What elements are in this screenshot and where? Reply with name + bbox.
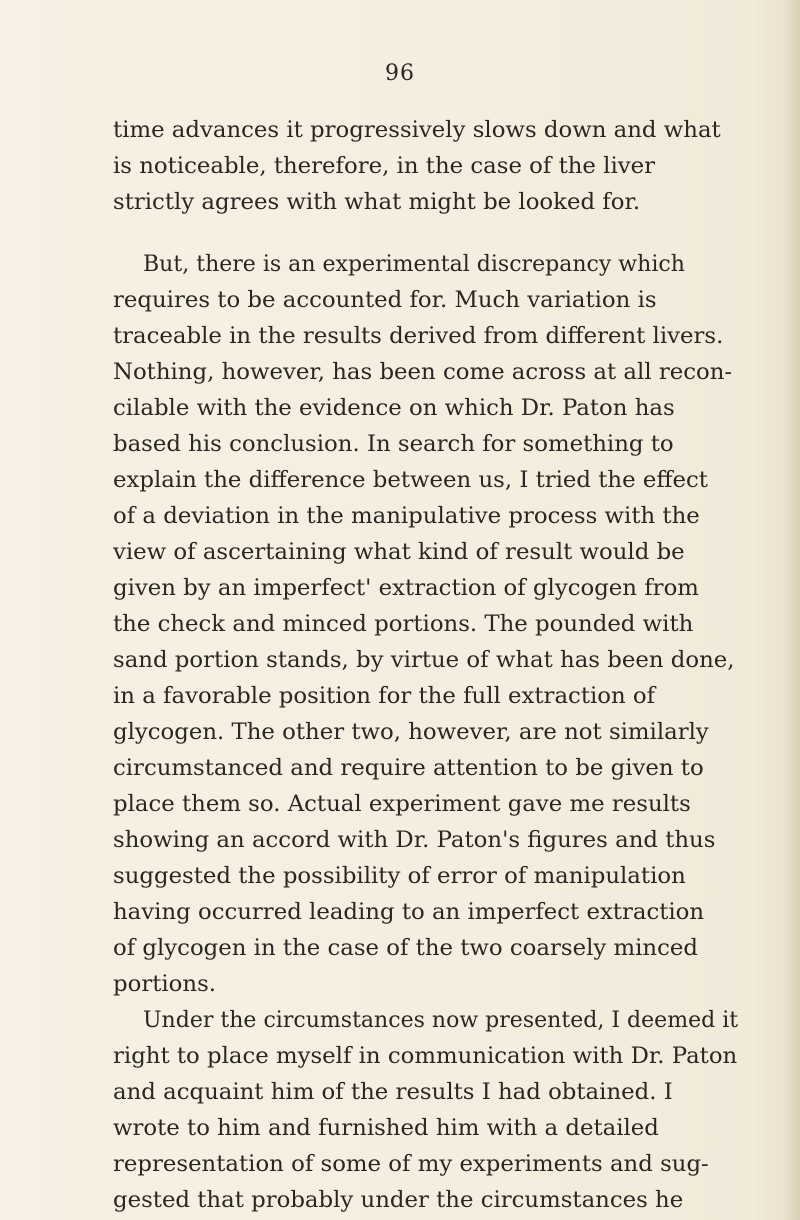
text-line: portions. xyxy=(113,971,217,997)
text-line: of glycogen in the case of the two coarsely minced xyxy=(113,935,698,961)
text-line: representation of some of my experiments and sug- xyxy=(113,1151,709,1177)
text-line: Nothing, however, has been come across at all recon- xyxy=(113,359,733,385)
text-line: glycogen. The other two, however, are not similarly xyxy=(113,719,709,745)
text-line: in a favorable position for the full extraction of xyxy=(113,683,656,709)
text-line: and acquaint him of the results I had obtained. I xyxy=(113,1079,673,1105)
text-line: place them so. Actual experiment gave me results xyxy=(113,791,691,817)
text-line: having occurred leading to an imperfect extraction xyxy=(113,899,705,925)
text-line: view of ascertaining what kind of result would be xyxy=(113,539,685,565)
text-line: suggested the possibility of error of manipulation xyxy=(113,863,686,889)
text-line: right to place myself in communication with Dr. Paton xyxy=(113,1043,738,1069)
text-line: of a deviation in the manipulative process with the xyxy=(113,503,700,529)
text-line: wrote to him and furnished him with a detailed xyxy=(113,1115,659,1141)
page-number: 96 xyxy=(385,61,415,86)
text-line: circumstanced and require attention to be given to xyxy=(113,755,704,781)
text-line: requires to be accounted for. Much variation is xyxy=(113,287,657,313)
text-line: given by an imperfect' extraction of glycogen from xyxy=(113,575,699,601)
text-line: is noticeable, therefore, in the case of the liver xyxy=(113,153,656,179)
text-line: But, there is an experimental discrepancy which xyxy=(143,251,685,277)
text-line: the check and minced portions. The pounded with xyxy=(113,611,694,637)
text-line: strictly agrees with what might be looked for. xyxy=(113,189,641,215)
text-line: Under the circumstances now presented, I deemed it xyxy=(143,1007,739,1033)
text-line: time advances it progressively slows down and what xyxy=(113,117,721,143)
text-line: explain the difference between us, I tried the effect xyxy=(113,467,708,493)
text-line: traceable in the results derived from different livers. xyxy=(113,323,724,349)
text-line: based his conclusion. In search for something to xyxy=(113,431,674,457)
text-line: gested that probably under the circumstances he xyxy=(113,1187,684,1213)
text-line: cilable with the evidence on which Dr. Paton has xyxy=(113,395,675,421)
text-line: showing an accord with Dr. Paton's figures and thus xyxy=(113,827,716,853)
text-line: sand portion stands, by virtue of what has been done, xyxy=(113,647,735,673)
